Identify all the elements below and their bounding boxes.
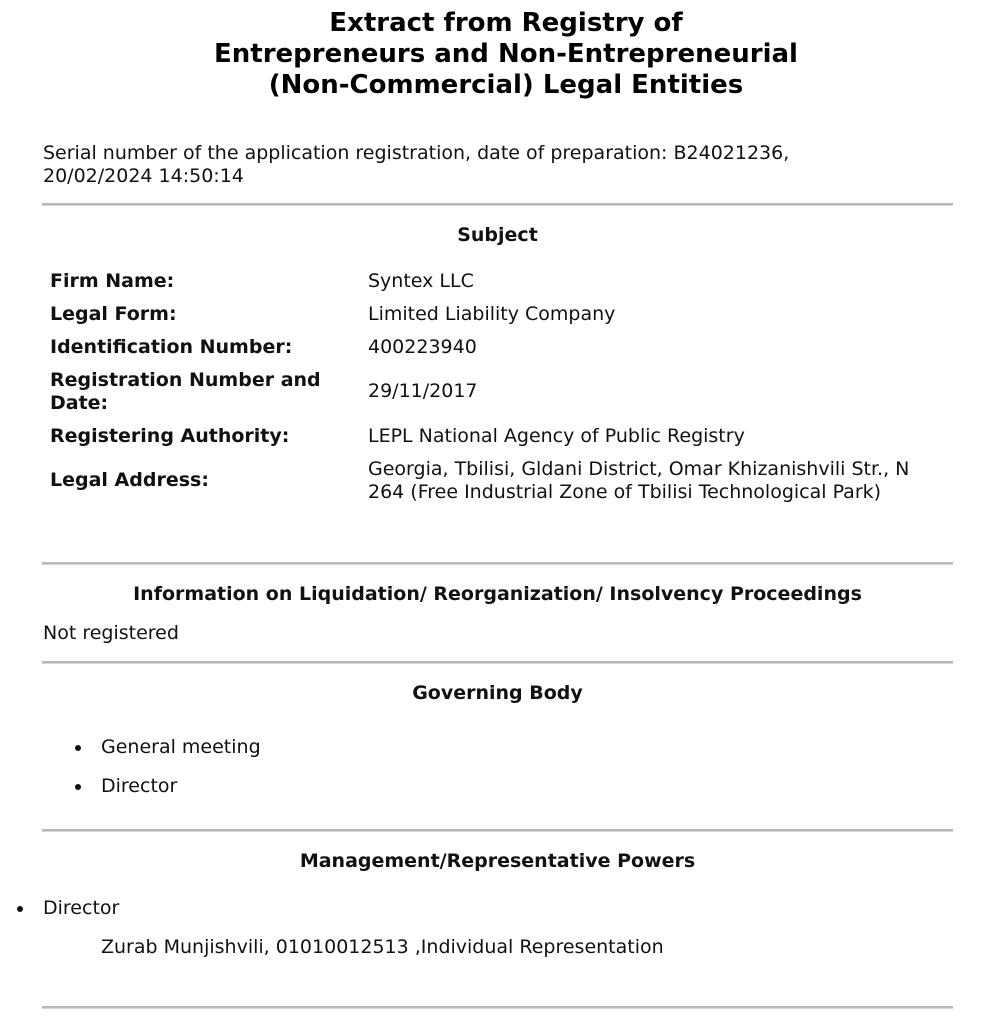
bullet-icon bbox=[17, 906, 23, 912]
divider bbox=[42, 562, 953, 565]
divider bbox=[42, 203, 953, 206]
management-role: Director bbox=[43, 897, 120, 919]
serial-line-2: 20/02/2024 14:50:14 bbox=[43, 165, 244, 187]
management-heading: Management/Representative Powers bbox=[299, 850, 696, 872]
serial-number-info bbox=[43, 142, 943, 188]
management-detail: Zurab Munjishvili, 01010012513 ,Individual Representation bbox=[101, 936, 664, 958]
registration-label-line-2: Date: bbox=[50, 392, 109, 414]
legal-address-line-1: Georgia, Tbilisi, Gldani District, Omar Khizanishvili Str., N bbox=[368, 458, 910, 480]
legal-address-line-2: 264 (Free Industrial Zone of Tbilisi Technological Park) bbox=[368, 481, 882, 503]
legal-address-value bbox=[368, 458, 958, 504]
serial-line-1: Serial number of the application registration, date of preparation: B24021236, bbox=[43, 142, 790, 164]
registration-number-date-label bbox=[50, 369, 350, 415]
registration-number-date-value: 29/11/2017 bbox=[368, 380, 478, 402]
divider bbox=[42, 829, 953, 832]
identification-number-label: Identification Number: bbox=[50, 336, 293, 358]
registering-authority-label: Registering Authority: bbox=[50, 425, 290, 447]
divider bbox=[42, 661, 953, 664]
bullet-icon bbox=[75, 784, 81, 790]
registering-authority-value: LEPL National Agency of Public Registry bbox=[368, 425, 745, 447]
firm-name-label: Firm Name: bbox=[50, 270, 175, 292]
liquidation-heading: Information on Liquidation/ Reorganization/ Insolvency Proceedings bbox=[133, 583, 862, 605]
divider bbox=[42, 1006, 953, 1009]
title-line-2: Entrepreneurs and Non-Entrepreneurial bbox=[214, 39, 798, 69]
registration-label-line-1: Registration Number and bbox=[50, 369, 321, 391]
governing-body-heading: Governing Body bbox=[412, 682, 583, 704]
bullet-icon bbox=[75, 745, 81, 751]
subject-heading: Subject bbox=[457, 224, 538, 246]
title-line-1: Extract from Registry of bbox=[329, 8, 683, 38]
title-line-3: (Non-Commercial) Legal Entities bbox=[268, 70, 744, 100]
legal-form-value: Limited Liability Company bbox=[368, 303, 616, 325]
governing-body-item: General meeting bbox=[101, 736, 261, 758]
identification-number-value: 400223940 bbox=[368, 336, 477, 358]
legal-form-label: Legal Form: bbox=[50, 303, 177, 325]
firm-name-value: Syntex LLC bbox=[368, 270, 474, 292]
liquidation-status: Not registered bbox=[43, 622, 179, 644]
governing-body-item: Director bbox=[101, 775, 178, 797]
document-title bbox=[0, 8, 983, 101]
legal-address-label: Legal Address: bbox=[50, 469, 209, 491]
